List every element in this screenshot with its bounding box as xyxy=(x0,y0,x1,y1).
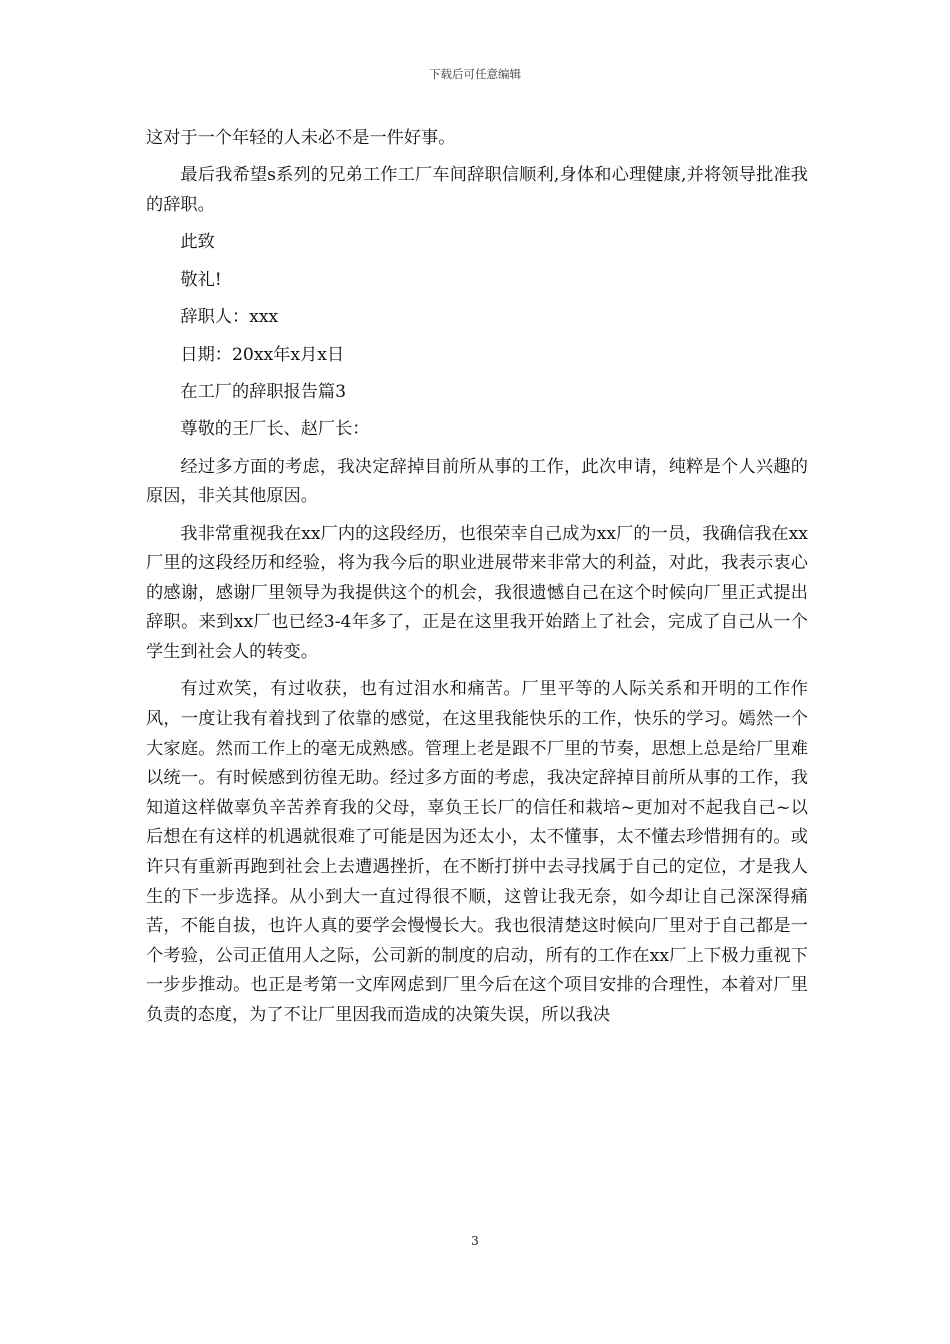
page-number: 3 xyxy=(471,1234,479,1248)
salutation-closing: 此致 xyxy=(180,232,215,253)
document-body xyxy=(146,124,808,1031)
date-line: 日期：20xx年x月x日 xyxy=(180,344,345,365)
paragraph: 经过多方面的考虑，我决定辞掉目前所从事的工作，此次申请，纯粹是个人兴趣的原因，非关其他原因。 xyxy=(146,456,808,507)
salutation-regards: 敬礼! xyxy=(180,269,222,290)
paragraph: 最后我希望s系列的兄弟工作工厂车间辞职信顺利,身体和心理健康,并将领导批准我的辞职。 xyxy=(146,165,808,215)
paragraph: 我非常重视我在xx厂内的这段经历，也很荣幸自己成为xx厂的一员，我确信我在xx厂里的这段经历和经验，将为我今后的职业进展带来非常大的利益，对此，我表示衷心的感谢，感谢厂里领导为我提供这个的机会，我很遗憾自己在这个时候向厂里正式提出辞职。来到xx厂也已经3-4年多了，正是在这里我开始踏上了社会，完成了自己从一个学生到社会人的转变。 xyxy=(146,523,808,663)
paragraph: 有过欢笑，有过收获，也有过泪水和痛苦。厂里平等的人际关系和开明的工作作风，一度让我有着找到了依靠的感觉，在这里我能快乐的工作，快乐的学习。嫣然一个大家庭。然而工作上的毫无成熟感。管理上老是跟不厂里的节奏，思想上总是给厂里难以统一。有时候感到彷徨无助。经过多方面的考虑，我决定辞掉目前所从事的工作，我知道这样做辜负辛苦养育我的父母，辜负王长厂的信任和栽培~更加对不起我自己~以后想在有这样的机遇就很难了可能是因为还太小，太不懂事，太不懂去珍惜拥有的。或许只有重新再跑到社会上去遭遇挫折，在不断打拼中去寻找属于自己的定位，才是我人生的下一步选择。从小到大一直过得很不顺，这曾让我无奈，如今却让自己深深得痛苦，不能自拔，也许人真的要学会慢慢长大。我也很清楚这时候向厂里对于自己都是一个考验，公司正值用人之际，公司新的制度的启动，所有的工作在xx厂上下极力重视下一步步推动。也正是考第一文库网虑到厂里今后在这个项目安排的合理性，本着对厂里负责的态度，为了不让厂里因我而造成的决策失误，所以我决 xyxy=(146,679,808,1025)
signature-line: 辞职人：xxx xyxy=(180,307,279,328)
page-header: 下载后可任意编辑 xyxy=(429,67,521,81)
section-title: 在工厂的辞职报告篇3 xyxy=(180,381,347,402)
paragraph: 这对于一个年轻的人未必不是一件好事。 xyxy=(146,128,456,148)
letter-greeting: 尊敬的王厂长、赵厂长： xyxy=(180,419,370,440)
